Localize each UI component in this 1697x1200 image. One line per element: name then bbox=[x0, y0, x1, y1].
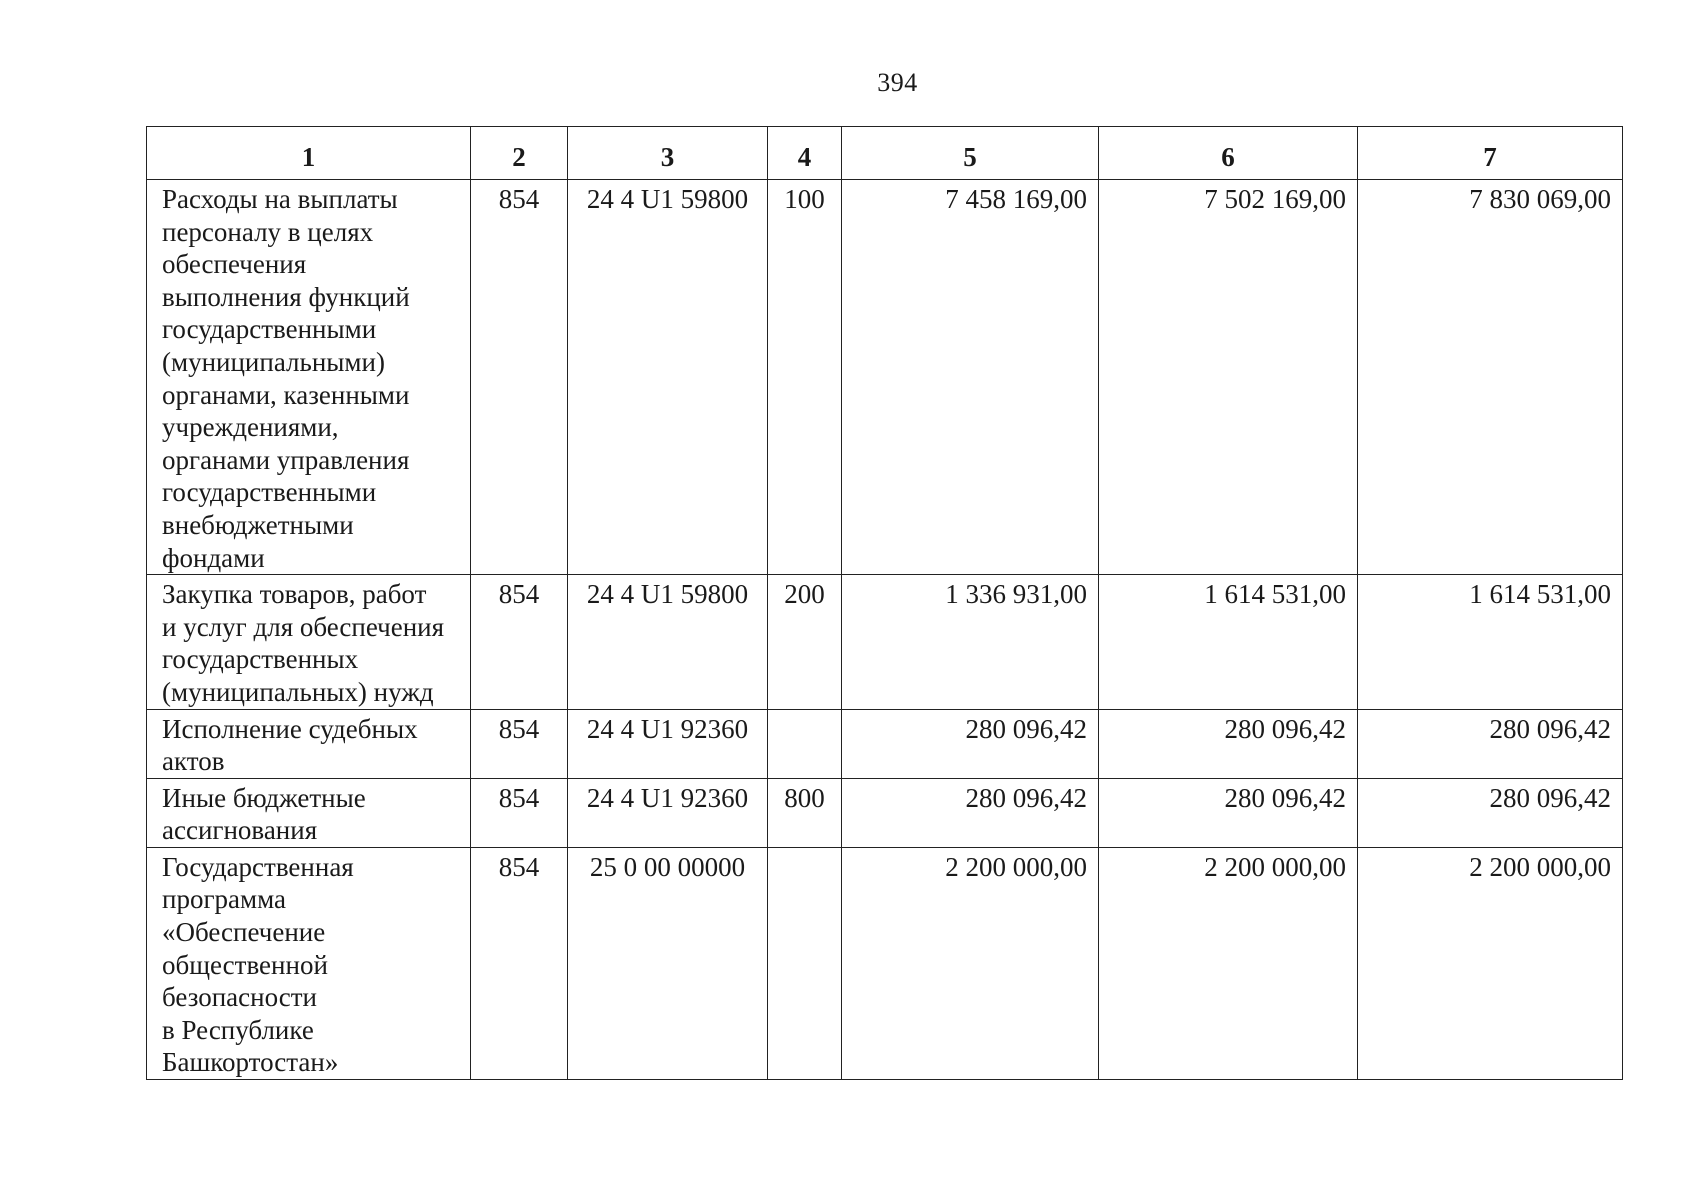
amount-year-1: 1 336 931,00 bbox=[842, 575, 1099, 709]
name-line: государственными bbox=[162, 314, 377, 345]
budget-table bbox=[146, 126, 1623, 1080]
name-line: Расходы на выплаты bbox=[162, 184, 398, 214]
header-cell-6: 6 bbox=[1099, 127, 1358, 180]
name-line: Исполнение судебных bbox=[162, 713, 418, 744]
header-cell-1: 1 bbox=[147, 127, 471, 180]
amount-year-2: 280 096,42 bbox=[1099, 778, 1358, 847]
admin-code: 854 bbox=[471, 180, 568, 575]
table-row bbox=[147, 709, 1623, 778]
expense-type-code: 100 bbox=[768, 180, 842, 575]
name-line: ассигнования bbox=[162, 815, 318, 846]
amount-year-1: 280 096,42 bbox=[842, 778, 1099, 847]
row-name bbox=[147, 709, 471, 778]
name-line: программа bbox=[162, 884, 286, 915]
table-row bbox=[147, 575, 1623, 709]
table-row bbox=[147, 847, 1623, 1079]
name-line: безопасности bbox=[162, 982, 317, 1013]
header-cell-3: 3 bbox=[568, 127, 768, 180]
name-line: фондами bbox=[162, 542, 265, 573]
name-line: (муниципальных) нужд bbox=[162, 676, 434, 707]
amount-year-3: 2 200 000,00 bbox=[1358, 847, 1623, 1079]
header-cell-7: 7 bbox=[1358, 127, 1623, 180]
name-line: общественной bbox=[162, 949, 328, 980]
name-line: (муниципальными) bbox=[162, 346, 385, 377]
target-code: 24 4 U1 59800 bbox=[568, 575, 768, 709]
name-line: и услуг для обеспечения bbox=[162, 611, 445, 642]
admin-code: 854 bbox=[471, 778, 568, 847]
expense-type-code bbox=[768, 847, 842, 1079]
name-line: актов bbox=[162, 746, 225, 777]
admin-code: 854 bbox=[471, 575, 568, 709]
amount-year-2: 2 200 000,00 bbox=[1099, 847, 1358, 1079]
page-number: 394 bbox=[877, 68, 918, 97]
header-cell-4: 4 bbox=[768, 127, 842, 180]
name-line: Иные бюджетные bbox=[162, 782, 366, 813]
name-line: учреждениями, bbox=[162, 412, 339, 443]
table-row bbox=[147, 180, 1623, 575]
target-code: 24 4 U1 92360 bbox=[568, 709, 768, 778]
name-line: государственными bbox=[162, 477, 377, 508]
name-line: в Республике bbox=[162, 1014, 314, 1045]
target-code: 24 4 U1 59800 bbox=[568, 180, 768, 575]
amount-year-3: 7 830 069,00 bbox=[1358, 180, 1623, 575]
expense-type-code: 200 bbox=[768, 575, 842, 709]
name-line: органами управления bbox=[162, 444, 410, 475]
name-line: государственных bbox=[162, 644, 359, 675]
row-name bbox=[147, 847, 471, 1079]
name-line: органами, казенными bbox=[162, 379, 410, 410]
header-cell-2: 2 bbox=[471, 127, 568, 180]
amount-year-1: 2 200 000,00 bbox=[842, 847, 1099, 1079]
target-code: 25 0 00 00000 bbox=[568, 847, 768, 1079]
amount-year-1: 7 458 169,00 bbox=[842, 180, 1099, 575]
row-name bbox=[147, 575, 471, 709]
admin-code: 854 bbox=[471, 709, 568, 778]
header-cell-5: 5 bbox=[842, 127, 1099, 180]
amount-year-2: 1 614 531,00 bbox=[1099, 575, 1358, 709]
name-line: Государственная bbox=[162, 851, 354, 882]
amount-year-2: 280 096,42 bbox=[1099, 709, 1358, 778]
amount-year-1: 280 096,42 bbox=[842, 709, 1099, 778]
name-line: выполнения функций bbox=[162, 281, 410, 312]
target-code: 24 4 U1 92360 bbox=[568, 778, 768, 847]
table-row bbox=[147, 778, 1623, 847]
amount-year-2: 7 502 169,00 bbox=[1099, 180, 1358, 575]
name-line: Закупка товаров, работ bbox=[162, 579, 427, 610]
name-line: обеспечения bbox=[162, 249, 307, 280]
name-line: «Обеспечение bbox=[162, 917, 326, 948]
expense-type-code: 800 bbox=[768, 778, 842, 847]
amount-year-3: 280 096,42 bbox=[1358, 778, 1623, 847]
row-name bbox=[147, 180, 471, 575]
amount-year-3: 1 614 531,00 bbox=[1358, 575, 1623, 709]
name-line: внебюджетными bbox=[162, 509, 354, 540]
expense-type-code bbox=[768, 709, 842, 778]
name-line: персоналу в целях bbox=[162, 216, 374, 247]
amount-year-3: 280 096,42 bbox=[1358, 709, 1623, 778]
name-line: Башкортостан» bbox=[162, 1047, 339, 1078]
admin-code: 854 bbox=[471, 847, 568, 1079]
header-row bbox=[147, 127, 1623, 180]
row-name bbox=[147, 778, 471, 847]
